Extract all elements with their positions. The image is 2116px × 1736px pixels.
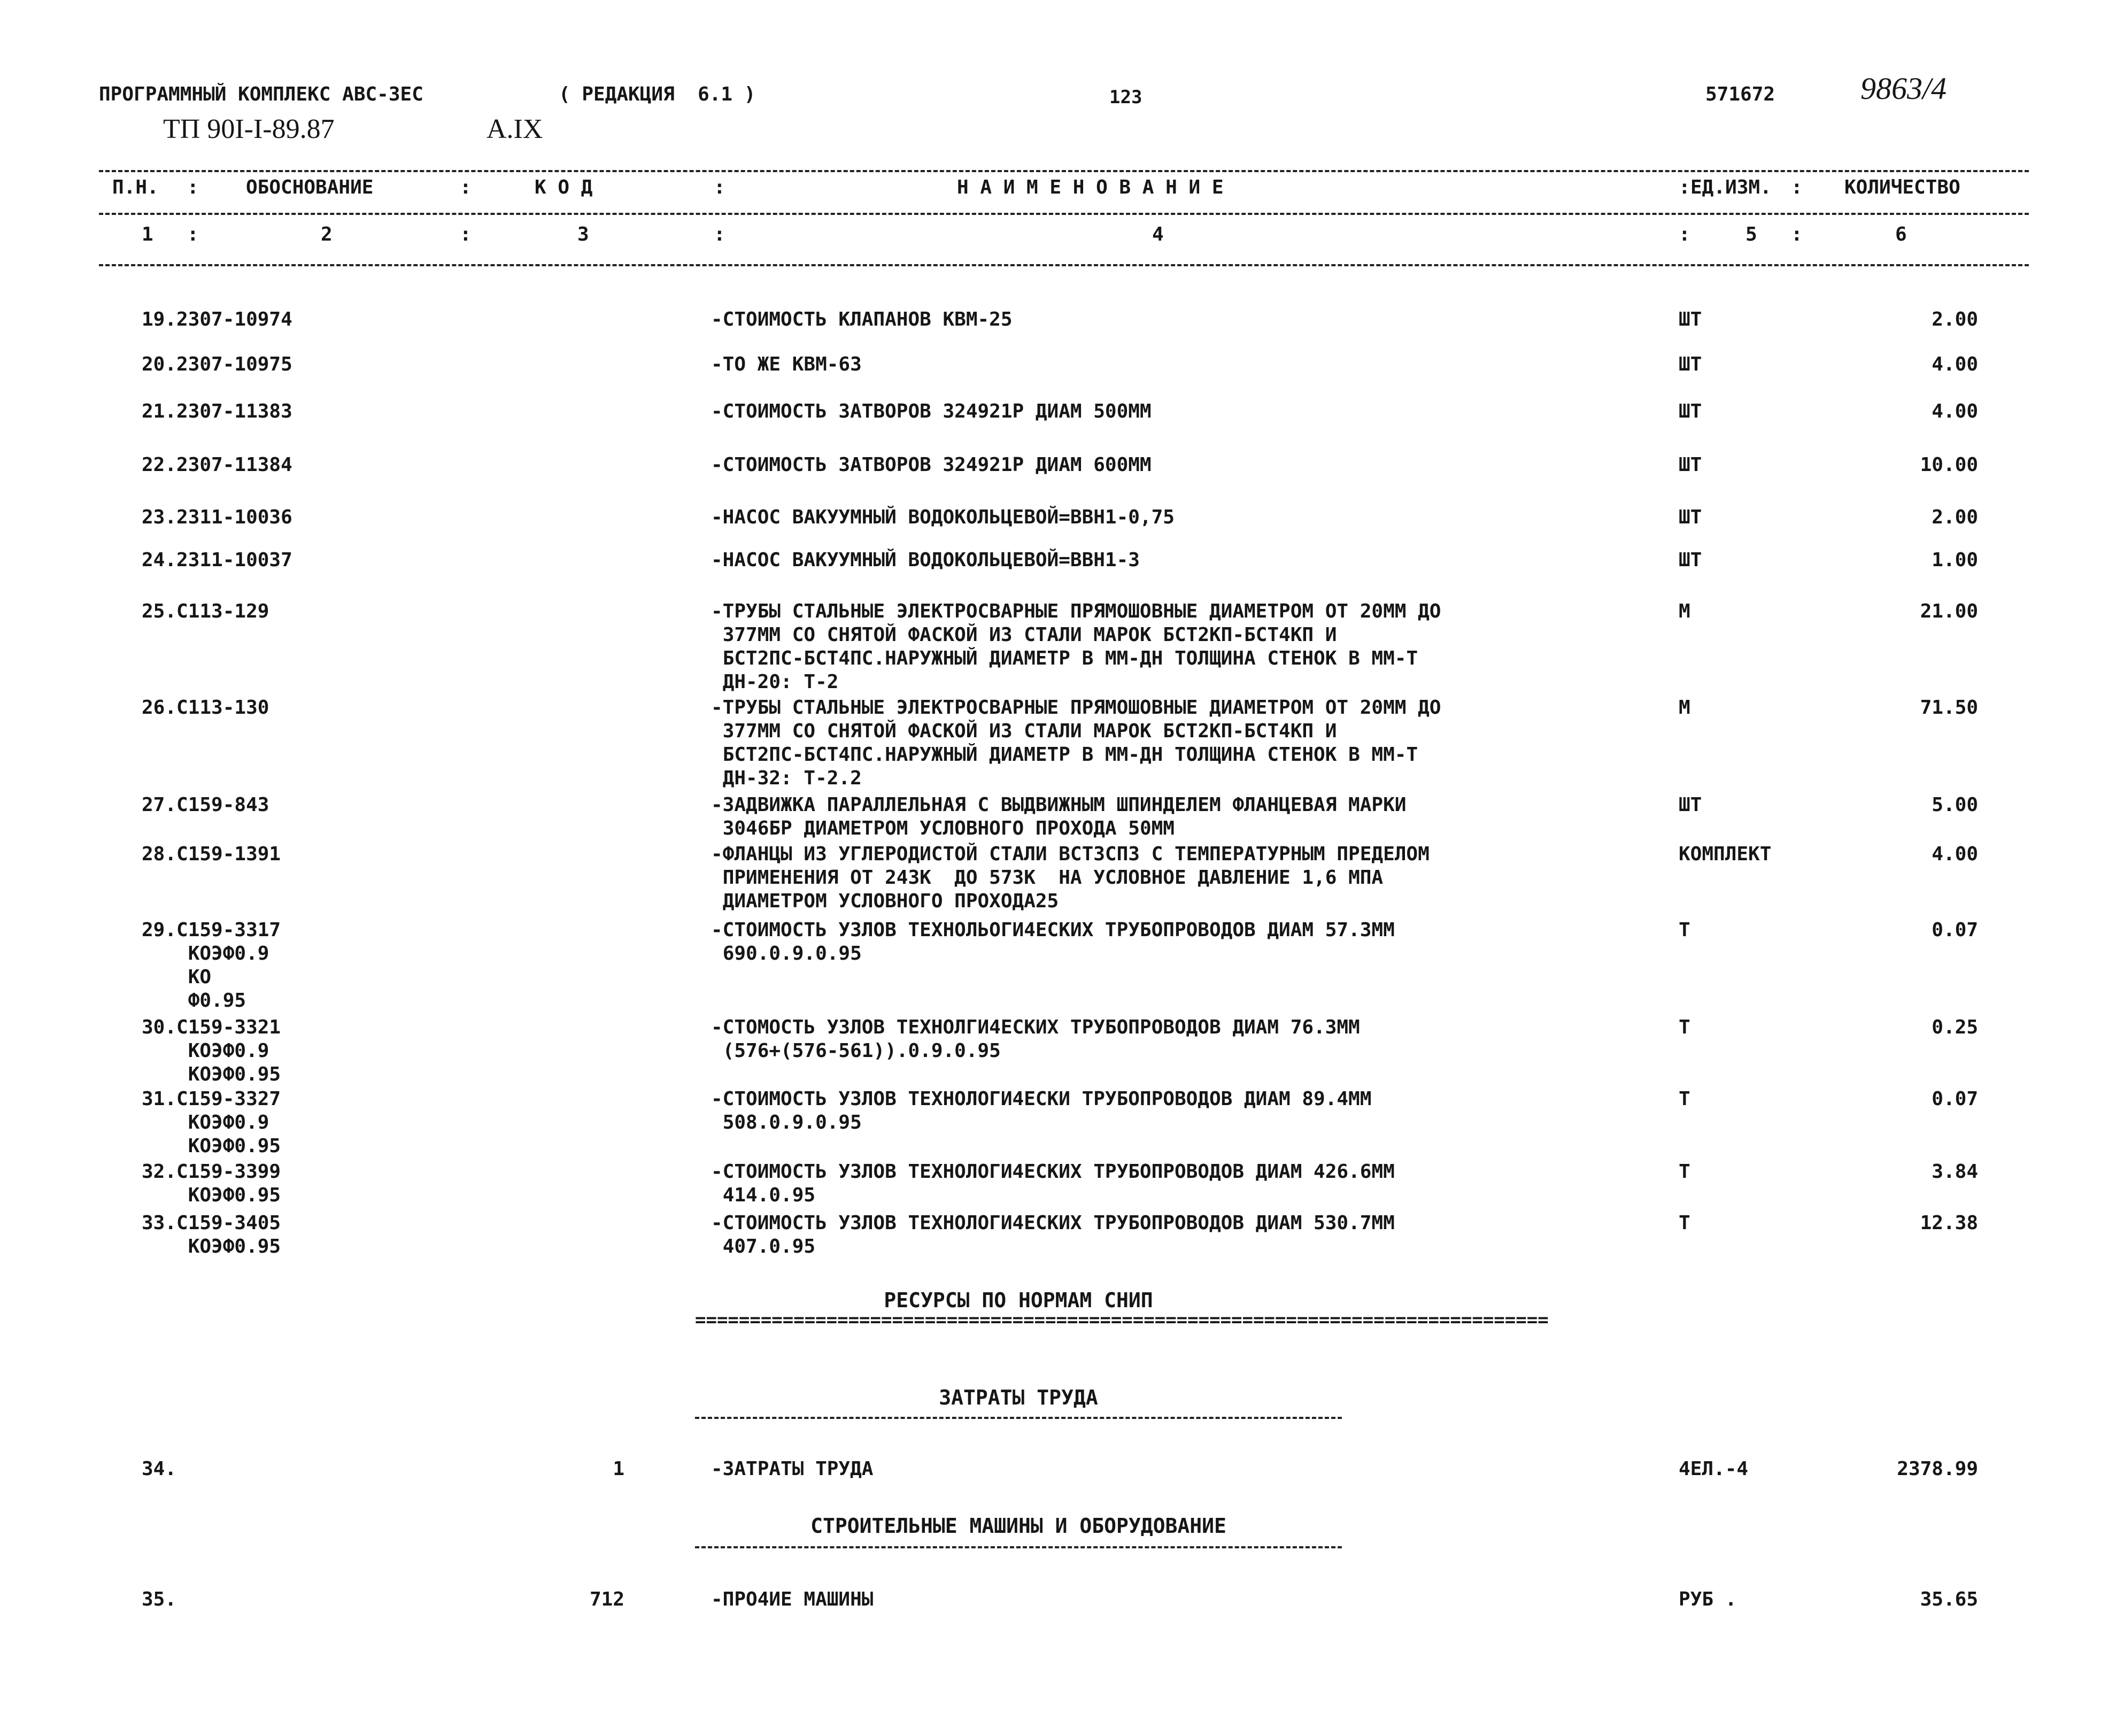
row-code: 25.С113-129 xyxy=(142,600,269,622)
row-pn: 34. xyxy=(142,1458,177,1480)
row-unit: ШТ xyxy=(1679,454,1702,476)
row-unit: Т xyxy=(1679,1088,1690,1110)
col-sep: : xyxy=(714,176,725,198)
row-quantity: 4.00 xyxy=(1932,353,1978,375)
col-basis: ОБОСНОВАНИЕ xyxy=(246,176,374,198)
row-description: -ТО ЖЕ КВМ-63 xyxy=(711,353,862,375)
row-code: 19.2307-10974 xyxy=(142,308,292,330)
row-description: -НАСОС ВАКУУМНЫЙ ВОДОКОЛЬЦЕВОЙ=ВВН1-3 xyxy=(711,549,1140,571)
row-unit: ШТ xyxy=(1679,506,1702,528)
row-unit: Т xyxy=(1679,919,1690,941)
row-code: 24.2311-10037 xyxy=(142,549,292,571)
row-description: -НАСОС ВАКУУМНЫЙ ВОДОКОЛЬЦЕВОЙ=ВВН1-0,75 xyxy=(711,506,1175,528)
row-code: 28.С159-1391 xyxy=(142,843,281,865)
row-description: -СТОИМОСТЬ УЗЛОВ ТЕХНОЛОГИ4ЕСКИ ТРУБОПРОВОДОВ ДИАМ 89.4ММ 508.0.9.0.95 xyxy=(711,1088,1372,1133)
row-description: -СТОИМОСТЬ УЗЛОВ ТЕХНОЛОГИ4ЕСКИХ ТРУБОПРОВОДОВ ДИАМ 530.7ММ 407.0.95 xyxy=(711,1212,1395,1257)
row-unit: Т xyxy=(1679,1212,1690,1234)
header-mid-rule xyxy=(99,213,2029,215)
row-quantity: 2.00 xyxy=(1932,308,1978,330)
row-unit: Т xyxy=(1679,1161,1690,1183)
row-unit: КОМПЛЕКТ xyxy=(1679,843,1772,865)
row-description: -ЗАДВИЖКА ПАРАЛЛЕЛЬНАЯ С ВЫДВИЖНЫМ ШПИНДЕЛЕМ ФЛАНЦЕВАЯ МАРКИ 3046БР ДИАМЕТРОМ УСЛОВНОГО ПРОХОДА 50ММ xyxy=(711,794,1407,839)
row-unit: ШТ xyxy=(1679,549,1702,571)
row-quantity: 3.84 xyxy=(1932,1161,1978,1183)
col-sep: : xyxy=(1679,176,1690,198)
col-sep: : xyxy=(1791,176,1803,198)
row-code: 26.С113-130 xyxy=(142,697,269,719)
row-unit: ШТ xyxy=(1679,308,1702,330)
col-num-6: 6 xyxy=(1895,223,1907,245)
row-quantity: 4.00 xyxy=(1932,843,1978,865)
row-unit: ШТ xyxy=(1679,353,1702,375)
section-resources-title: РЕСУРСЫ ПО НОРМАМ СНИП xyxy=(884,1289,1153,1312)
row-description: -СТОИМОСТЬ ЗАТВОРОВ 324921Р ДИАМ 500ММ xyxy=(711,400,1152,422)
row-code: 33.С159-3405 КОЭФ0.95 xyxy=(142,1212,281,1257)
row-unit: 4ЕЛ.-4 xyxy=(1679,1458,1749,1480)
section-machines-underline xyxy=(695,1546,1342,1548)
header-bottom-rule xyxy=(99,264,2029,266)
row-unit: ШТ xyxy=(1679,400,1702,422)
col-sep: : xyxy=(460,223,472,245)
col-name: Н А И М Е Н О В А Н И Е xyxy=(957,176,1224,198)
program-title: ПРОГРАММНЫЙ КОМПЛЕКС АВС-3ЕС xyxy=(99,83,423,105)
row-code: 27.С159-843 xyxy=(142,794,269,816)
header-top-rule xyxy=(99,170,2029,172)
col-num-4: 4 xyxy=(1152,223,1164,245)
row-unit: М xyxy=(1679,600,1690,622)
row-code: 21.2307-11383 xyxy=(142,400,292,422)
row-code: 29.С159-3317 КОЭФ0.9 КО Ф0.95 xyxy=(142,919,281,1012)
row-quantity: 1.00 xyxy=(1932,549,1978,571)
row-quantity: 0.25 xyxy=(1932,1016,1978,1038)
row-quantity: 12.38 xyxy=(1920,1212,1978,1234)
row-unit: Т xyxy=(1679,1016,1690,1038)
col-sep: : xyxy=(460,176,472,198)
col-num-2: 2 xyxy=(321,223,333,245)
row-unit: ШТ xyxy=(1679,794,1702,816)
row-quantity: 5.00 xyxy=(1932,794,1978,816)
section-machines-title: СТРОИТЕЛЬНЫЕ МАШИНЫ И ОБОРУДОВАНИЕ xyxy=(810,1514,1226,1538)
col-sep: : xyxy=(187,176,199,198)
row-code: 22.2307-11384 xyxy=(142,454,292,476)
row-quantity: 35.65 xyxy=(1920,1588,1978,1610)
row-description: -ФЛАНЦЫ ИЗ УГЛЕРОДИСТОЙ СТАЛИ ВСТ3СП3 С ТЕМПЕРАТУРНЫМ ПРЕДЕЛОМ ПРИМЕНЕНИЯ ОТ 243К ДО 573К НА УСЛОВНОЕ ДАВЛЕНИЕ 1,6 МПА ДИАМЕТРОМ УСЛОВНОГО ПРОХОДА25 xyxy=(711,843,1430,912)
col-unit: ЕД.ИЗМ. xyxy=(1690,176,1772,198)
row-description: -СТОИМОСТЬ КЛАПАНОВ КВМ-25 xyxy=(711,308,1013,330)
album-number: А.IX xyxy=(486,114,543,144)
section-labor-title: ЗАТРАТЫ ТРУДА xyxy=(939,1386,1098,1409)
page-number: 123 xyxy=(1109,87,1142,108)
row-unit: М xyxy=(1679,697,1690,719)
row-quantity: 2.00 xyxy=(1932,506,1978,528)
col-qty: КОЛИЧЕСТВО xyxy=(1844,176,1960,198)
row-description: -ТРУБЫ СТАЛЬНЫЕ ЭЛЕКТРОСВАРНЫЕ ПРЯМОШОВНЫЕ ДИАМЕТРОМ ОТ 20ММ ДО 377ММ СО СНЯТОЙ ФАСКОЙ ИЗ СТАЛИ МАРОК БСТ2КП-БСТ4КП И БСТ2ПС-БСТ4ПС.НАРУЖНЫЙ ДИАМЕТР В ММ-ДН ТОЛЩИНА СТЕНОК В ММ-Т ДН-20: Т-2 xyxy=(711,600,1441,693)
col-sep: : xyxy=(714,223,725,245)
row-code: 32.С159-3399 КОЭФ0.95 xyxy=(142,1161,281,1206)
col-sep: : xyxy=(187,223,199,245)
row-quantity: 0.07 xyxy=(1932,919,1978,941)
row-description: -СТОИМОСТЬ ЗАТВОРОВ 324921Р ДИАМ 600ММ xyxy=(711,454,1152,476)
row-description: -ТРУБЫ СТАЛЬНЫЕ ЭЛЕКТРОСВАРНЫЕ ПРЯМОШОВНЫЕ ДИАМЕТРОМ ОТ 20ММ ДО 377ММ СО СНЯТОЙ ФАСКОЙ ИЗ СТАЛИ МАРОК БСТ2КП-БСТ4КП И БСТ2ПС-БСТ4ПС.НАРУЖНЫЙ ДИАМЕТР В ММ-ДН ТОЛЩИНА СТЕНОК В ММ-Т ДН-32: Т-2.2 xyxy=(711,697,1441,789)
row-quantity: 4.00 xyxy=(1932,400,1978,422)
row-description: -СТОИМОСТЬ УЗЛОВ ТЕХНОЛЬОГИ4ЕСКИХ ТРУБОПРОВОДОВ ДИАМ 57.3ММ 690.0.9.0.95 xyxy=(711,919,1395,965)
row-code: 23.2311-10036 xyxy=(142,506,292,528)
col-sep: : xyxy=(1791,223,1803,245)
section-resources-underline: ============================================================================== xyxy=(695,1309,1549,1331)
row-unit: РУБ . xyxy=(1679,1588,1737,1610)
row-kod: 712 xyxy=(589,1588,624,1610)
row-description: -СТОМОСТЬ УЗЛОВ ТЕХНОЛГИ4ЕСКИХ ТРУБОПРОВОДОВ ДИАМ 76.3ММ (576+(576-561)).0.9.0.95 xyxy=(711,1016,1360,1062)
row-quantity: 0.07 xyxy=(1932,1088,1978,1110)
row-pn: 35. xyxy=(142,1588,177,1610)
row-quantity: 71.50 xyxy=(1920,697,1978,719)
row-quantity: 21.00 xyxy=(1920,600,1978,622)
row-code: 31.С159-3327 КОЭФ0.9 КОЭФ0.95 xyxy=(142,1088,281,1157)
row-description: -СТОИМОСТЬ УЗЛОВ ТЕХНОЛОГИ4ЕСКИХ ТРУБОПРОВОДОВ ДИАМ 426.6ММ 414.0.95 xyxy=(711,1161,1395,1206)
row-quantity: 2378.99 xyxy=(1897,1458,1978,1480)
row-code: 20.2307-10975 xyxy=(142,353,292,375)
row-code: 30.С159-3321 КОЭФ0.9 КОЭФ0.95 xyxy=(142,1016,281,1085)
col-code: К О Д xyxy=(535,176,593,198)
col-sep: : xyxy=(1679,223,1690,245)
col-pn: П.Н. xyxy=(112,176,159,198)
edition-label: ( РЕДАКЦИЯ 6.1 ) xyxy=(559,83,756,105)
project-number: ТП 90I-I-89.87 xyxy=(163,114,335,144)
row-description: -ПРО4ИЕ МАШИНЫ xyxy=(711,1588,874,1610)
handwritten-number: 9863/4 xyxy=(1860,71,1947,106)
section-labor-underline xyxy=(695,1417,1342,1419)
row-quantity: 10.00 xyxy=(1920,454,1978,476)
row-description: -ЗАТРАТЫ ТРУДА xyxy=(711,1458,874,1480)
document-code: 571672 xyxy=(1705,83,1775,105)
col-num-3: 3 xyxy=(577,223,589,245)
row-kod: 1 xyxy=(613,1458,624,1480)
col-num-1: 1 xyxy=(142,223,153,245)
col-num-5: 5 xyxy=(1746,223,1757,245)
